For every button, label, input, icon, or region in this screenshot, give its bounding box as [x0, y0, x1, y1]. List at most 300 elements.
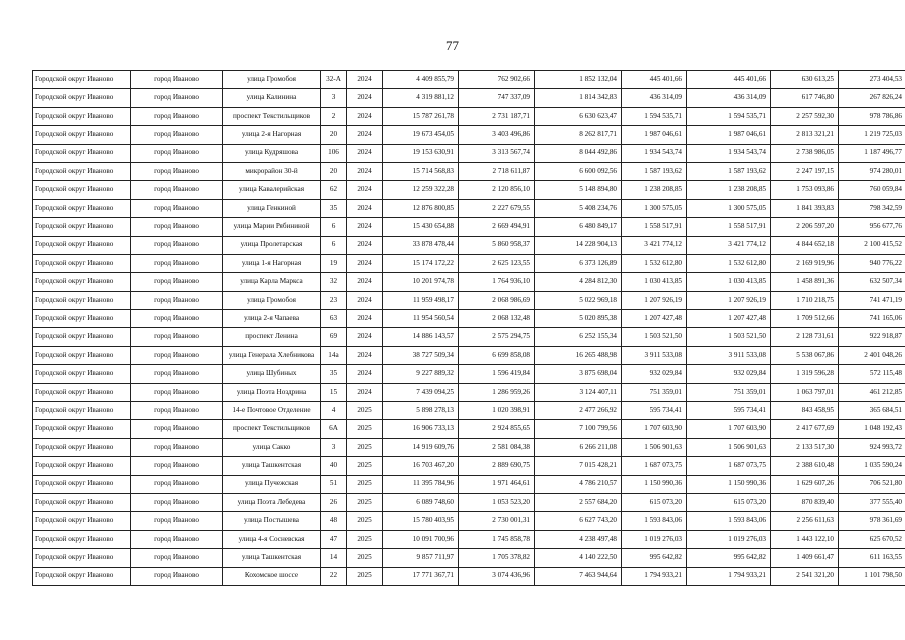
year-cell: 2024	[347, 236, 383, 254]
street-cell: улица Громобоя	[223, 291, 321, 309]
table-row	[33, 457, 905, 475]
city-cell: город Иваново	[131, 181, 223, 199]
amount-cell-5: 2 541 321,20	[771, 567, 839, 585]
amount-cell-2: 5 022 969,18	[535, 291, 622, 309]
table-row	[33, 273, 905, 291]
amount-cell-1: 2 120 856,10	[459, 181, 535, 199]
amount-cell-4: 1 300 575,05	[687, 199, 771, 217]
district-cell: Городской округ Иваново	[33, 71, 131, 89]
amount-cell-5: 870 839,40	[771, 493, 839, 511]
total-cost-cell: 12 259 322,28	[383, 181, 459, 199]
total-cost-cell: 15 430 654,88	[383, 218, 459, 236]
house-number-cell: 48	[321, 512, 347, 530]
amount-cell-5: 5 538 067,86	[771, 346, 839, 364]
amount-cell-6: 924 993,72	[839, 438, 905, 456]
amount-cell-2: 16 265 488,98	[535, 346, 622, 364]
city-cell: город Иваново	[131, 236, 223, 254]
amount-cell-3: 615 073,20	[622, 493, 687, 511]
amount-cell-2: 6 480 849,17	[535, 218, 622, 236]
amount-cell-4: 1 503 521,50	[687, 328, 771, 346]
amount-cell-6: 1 219 725,03	[839, 126, 905, 144]
year-cell: 2024	[347, 346, 383, 364]
amount-cell-6: 940 776,22	[839, 254, 905, 272]
amount-cell-4: 1 794 933,21	[687, 567, 771, 585]
amount-cell-1: 2 731 187,71	[459, 107, 535, 125]
city-cell: город Иваново	[131, 493, 223, 511]
district-cell: Городской округ Иваново	[33, 402, 131, 420]
amount-cell-4: 1 594 535,71	[687, 107, 771, 125]
district-cell: Городской округ Иваново	[33, 493, 131, 511]
district-cell: Городской округ Иваново	[33, 199, 131, 217]
house-number-cell: 26	[321, 493, 347, 511]
district-cell: Городской округ Иваново	[33, 438, 131, 456]
amount-cell-4: 615 073,20	[687, 493, 771, 511]
amount-cell-3: 1 794 933,21	[622, 567, 687, 585]
total-cost-cell: 4 409 855,79	[383, 71, 459, 89]
street-cell: улица Поэта Лебедева	[223, 493, 321, 511]
amount-cell-6: 1 035 590,24	[839, 457, 905, 475]
amount-cell-4: 1 238 208,85	[687, 181, 771, 199]
amount-cell-4: 3 421 774,12	[687, 236, 771, 254]
amount-cell-3: 1 587 193,62	[622, 162, 687, 180]
page-number: 77	[446, 38, 459, 53]
total-cost-cell: 12 876 800,85	[383, 199, 459, 217]
amount-cell-4: 1 593 843,06	[687, 512, 771, 530]
total-cost-cell: 19 153 630,91	[383, 144, 459, 162]
total-cost-cell: 11 959 498,17	[383, 291, 459, 309]
amount-cell-6: 267 826,24	[839, 89, 905, 107]
amount-cell-3: 1 934 543,74	[622, 144, 687, 162]
table-row	[33, 71, 905, 89]
table-row	[33, 530, 905, 548]
city-cell: город Иваново	[131, 512, 223, 530]
city-cell: город Иваново	[131, 273, 223, 291]
total-cost-cell: 16 906 733,13	[383, 420, 459, 438]
table-row	[33, 383, 905, 401]
city-cell: город Иваново	[131, 107, 223, 125]
amount-cell-4: 3 911 533,08	[687, 346, 771, 364]
amount-cell-2: 7 100 799,56	[535, 420, 622, 438]
table-row	[33, 254, 905, 272]
amount-cell-2: 1 814 342,83	[535, 89, 622, 107]
street-cell: улица Пролетарская	[223, 236, 321, 254]
amount-cell-1: 2 889 690,75	[459, 457, 535, 475]
year-cell: 2024	[347, 383, 383, 401]
amount-cell-5: 1 458 891,36	[771, 273, 839, 291]
amount-cell-3: 595 734,41	[622, 402, 687, 420]
amount-cell-4: 1 558 517,91	[687, 218, 771, 236]
repair-schedule-table	[32, 70, 905, 586]
amount-cell-2: 7 015 428,21	[535, 457, 622, 475]
street-cell: улица Шубиных	[223, 365, 321, 383]
amount-cell-1: 1 971 464,61	[459, 475, 535, 493]
amount-cell-3: 1 207 926,19	[622, 291, 687, 309]
total-cost-cell: 9 227 889,32	[383, 365, 459, 383]
amount-cell-3: 1 300 575,05	[622, 199, 687, 217]
district-cell: Городской округ Иваново	[33, 420, 131, 438]
amount-cell-2: 4 284 812,30	[535, 273, 622, 291]
year-cell: 2024	[347, 291, 383, 309]
street-cell: улица Карла Маркса	[223, 273, 321, 291]
district-cell: Городской округ Иваново	[33, 273, 131, 291]
amount-cell-1: 2 669 494,91	[459, 218, 535, 236]
amount-cell-5: 1 629 607,26	[771, 475, 839, 493]
street-cell: улица 1-я Нагорная	[223, 254, 321, 272]
year-cell: 2024	[347, 365, 383, 383]
amount-cell-5: 1 709 512,66	[771, 310, 839, 328]
amount-cell-2: 14 228 904,13	[535, 236, 622, 254]
year-cell: 2024	[347, 254, 383, 272]
table-row	[33, 218, 905, 236]
district-cell: Городской округ Иваново	[33, 346, 131, 364]
year-cell: 2024	[347, 144, 383, 162]
district-cell: Городской округ Иваново	[33, 144, 131, 162]
street-cell: улица Калинина	[223, 89, 321, 107]
house-number-cell: 106	[321, 144, 347, 162]
amount-cell-4: 1 207 926,19	[687, 291, 771, 309]
street-cell: улица 2-я Нагорная	[223, 126, 321, 144]
table-row	[33, 328, 905, 346]
year-cell: 2024	[347, 310, 383, 328]
amount-cell-1: 6 699 858,08	[459, 346, 535, 364]
amount-cell-2: 1 852 132,04	[535, 71, 622, 89]
total-cost-cell: 11 954 560,54	[383, 310, 459, 328]
amount-cell-6: 978 786,86	[839, 107, 905, 125]
amount-cell-1: 1 705 378,82	[459, 549, 535, 567]
amount-cell-3: 436 314,09	[622, 89, 687, 107]
table-row	[33, 475, 905, 493]
amount-cell-2: 5 020 895,38	[535, 310, 622, 328]
table-row	[33, 144, 905, 162]
city-cell: город Иваново	[131, 199, 223, 217]
total-cost-cell: 33 878 478,44	[383, 236, 459, 254]
amount-cell-4: 1 987 046,61	[687, 126, 771, 144]
house-number-cell: 20	[321, 162, 347, 180]
amount-cell-5: 617 746,80	[771, 89, 839, 107]
amount-cell-5: 1 841 393,83	[771, 199, 839, 217]
amount-cell-3: 751 359,01	[622, 383, 687, 401]
amount-cell-2: 8 262 817,71	[535, 126, 622, 144]
district-cell: Городской округ Иваново	[33, 126, 131, 144]
amount-cell-6: 572 115,48	[839, 365, 905, 383]
amount-cell-6: 1 048 192,43	[839, 420, 905, 438]
year-cell: 2024	[347, 218, 383, 236]
year-cell: 2024	[347, 71, 383, 89]
amount-cell-2: 4 238 497,48	[535, 530, 622, 548]
amount-cell-3: 1 558 517,91	[622, 218, 687, 236]
amount-cell-6: 974 280,01	[839, 162, 905, 180]
table-row	[33, 310, 905, 328]
amount-cell-2: 7 463 944,64	[535, 567, 622, 585]
total-cost-cell: 16 703 467,20	[383, 457, 459, 475]
amount-cell-3: 932 029,84	[622, 365, 687, 383]
amount-cell-2: 6 252 155,34	[535, 328, 622, 346]
amount-cell-1: 2 068 132,48	[459, 310, 535, 328]
district-cell: Городской округ Иваново	[33, 475, 131, 493]
city-cell: город Иваново	[131, 291, 223, 309]
street-cell: улица Кавалерийская	[223, 181, 321, 199]
amount-cell-5: 1 443 122,10	[771, 530, 839, 548]
district-cell: Городской округ Иваново	[33, 567, 131, 585]
amount-cell-4: 1 532 612,80	[687, 254, 771, 272]
amount-cell-2: 5 148 894,80	[535, 181, 622, 199]
house-number-cell: 6	[321, 218, 347, 236]
house-number-cell: 6	[321, 236, 347, 254]
amount-cell-3: 1 594 535,71	[622, 107, 687, 125]
house-number-cell: 20	[321, 126, 347, 144]
total-cost-cell: 38 727 509,34	[383, 346, 459, 364]
year-cell: 2024	[347, 107, 383, 125]
amount-cell-2: 4 140 222,50	[535, 549, 622, 567]
amount-cell-4: 1 019 276,03	[687, 530, 771, 548]
total-cost-cell: 10 091 700,96	[383, 530, 459, 548]
amount-cell-3: 1 019 276,03	[622, 530, 687, 548]
street-cell: проспект Текстильщиков	[223, 420, 321, 438]
amount-cell-3: 1 593 843,06	[622, 512, 687, 530]
amount-cell-1: 2 718 611,87	[459, 162, 535, 180]
total-cost-cell: 6 089 748,60	[383, 493, 459, 511]
district-cell: Городской округ Иваново	[33, 107, 131, 125]
amount-cell-3: 995 642,82	[622, 549, 687, 567]
year-cell: 2025	[347, 402, 383, 420]
year-cell: 2025	[347, 420, 383, 438]
amount-cell-2: 6 600 092,56	[535, 162, 622, 180]
street-cell: улица Постышева	[223, 512, 321, 530]
street-cell: улица Сакко	[223, 438, 321, 456]
district-cell: Городской округ Иваново	[33, 530, 131, 548]
amount-cell-5: 4 844 652,18	[771, 236, 839, 254]
table-row	[33, 181, 905, 199]
street-cell: улица Ташкентская	[223, 549, 321, 567]
district-cell: Городской округ Иваново	[33, 181, 131, 199]
amount-cell-5: 2 169 919,96	[771, 254, 839, 272]
street-cell: проспект Текстильщиков	[223, 107, 321, 125]
amount-cell-3: 1 687 073,75	[622, 457, 687, 475]
amount-cell-1: 747 337,09	[459, 89, 535, 107]
amount-cell-6: 365 684,51	[839, 402, 905, 420]
amount-cell-2: 8 044 492,86	[535, 144, 622, 162]
city-cell: город Иваново	[131, 365, 223, 383]
house-number-cell: 35	[321, 199, 347, 217]
amount-cell-3: 1 532 612,80	[622, 254, 687, 272]
amount-cell-3: 3 421 774,12	[622, 236, 687, 254]
amount-cell-4: 1 506 901,63	[687, 438, 771, 456]
table-row	[33, 107, 905, 125]
district-cell: Городской округ Иваново	[33, 236, 131, 254]
total-cost-cell: 10 201 974,78	[383, 273, 459, 291]
house-number-cell: 32-А	[321, 71, 347, 89]
district-cell: Городской округ Иваново	[33, 291, 131, 309]
amount-cell-6: 741 471,19	[839, 291, 905, 309]
amount-cell-4: 1 150 990,36	[687, 475, 771, 493]
house-number-cell: 4	[321, 402, 347, 420]
house-number-cell: 47	[321, 530, 347, 548]
amount-cell-3: 1 238 208,85	[622, 181, 687, 199]
street-cell: 14-е Почтовое Отделение	[223, 402, 321, 420]
amount-cell-5: 2 133 517,30	[771, 438, 839, 456]
district-cell: Городской округ Иваново	[33, 89, 131, 107]
amount-cell-4: 436 314,09	[687, 89, 771, 107]
street-cell: улица 4-я Сосневская	[223, 530, 321, 548]
amount-cell-6: 611 163,55	[839, 549, 905, 567]
total-cost-cell: 19 673 454,05	[383, 126, 459, 144]
table-row	[33, 346, 905, 364]
year-cell: 2024	[347, 89, 383, 107]
total-cost-cell: 7 439 094,25	[383, 383, 459, 401]
amount-cell-4: 932 029,84	[687, 365, 771, 383]
amount-cell-5: 1 753 093,86	[771, 181, 839, 199]
street-cell: улица Пучежская	[223, 475, 321, 493]
amount-cell-6: 922 918,87	[839, 328, 905, 346]
amount-cell-1: 1 764 936,10	[459, 273, 535, 291]
city-cell: город Иваново	[131, 346, 223, 364]
district-cell: Городской округ Иваново	[33, 218, 131, 236]
amount-cell-6: 2 100 415,52	[839, 236, 905, 254]
amount-cell-3: 445 401,66	[622, 71, 687, 89]
table-row	[33, 512, 905, 530]
table-row	[33, 567, 905, 585]
amount-cell-5: 1 710 218,75	[771, 291, 839, 309]
amount-cell-2: 4 786 210,57	[535, 475, 622, 493]
city-cell: город Иваново	[131, 218, 223, 236]
amount-cell-1: 2 575 294,75	[459, 328, 535, 346]
amount-cell-6: 978 361,69	[839, 512, 905, 530]
amount-cell-6: 798 342,59	[839, 199, 905, 217]
amount-cell-6: 741 165,06	[839, 310, 905, 328]
city-cell: город Иваново	[131, 549, 223, 567]
amount-cell-1: 2 924 855,65	[459, 420, 535, 438]
total-cost-cell: 14 886 143,57	[383, 328, 459, 346]
table-row	[33, 420, 905, 438]
amount-cell-1: 2 625 123,55	[459, 254, 535, 272]
street-cell: улица Ташкентская	[223, 457, 321, 475]
district-cell: Городской округ Иваново	[33, 383, 131, 401]
street-cell: проспект Ленина	[223, 328, 321, 346]
house-number-cell: 3	[321, 89, 347, 107]
house-number-cell: 22	[321, 567, 347, 585]
year-cell: 2025	[347, 457, 383, 475]
total-cost-cell: 17 771 367,71	[383, 567, 459, 585]
table-row	[33, 291, 905, 309]
house-number-cell: 23	[321, 291, 347, 309]
total-cost-cell: 11 395 784,96	[383, 475, 459, 493]
house-number-cell: 3	[321, 438, 347, 456]
amount-cell-1: 5 860 958,37	[459, 236, 535, 254]
amount-cell-5: 2 206 597,20	[771, 218, 839, 236]
amount-cell-6: 1 187 496,77	[839, 144, 905, 162]
amount-cell-6: 273 404,53	[839, 71, 905, 89]
amount-cell-4: 445 401,66	[687, 71, 771, 89]
amount-cell-1: 1 596 419,84	[459, 365, 535, 383]
amount-cell-3: 1 707 603,90	[622, 420, 687, 438]
total-cost-cell: 15 174 172,22	[383, 254, 459, 272]
amount-cell-1: 1 286 959,26	[459, 383, 535, 401]
amount-cell-6: 625 670,52	[839, 530, 905, 548]
amount-cell-3: 1 207 427,48	[622, 310, 687, 328]
amount-cell-5: 2 417 677,69	[771, 420, 839, 438]
amount-cell-4: 995 642,82	[687, 549, 771, 567]
city-cell: город Иваново	[131, 310, 223, 328]
city-cell: город Иваново	[131, 328, 223, 346]
amount-cell-4: 1 687 073,75	[687, 457, 771, 475]
amount-cell-4: 1 030 413,85	[687, 273, 771, 291]
amount-cell-4: 751 359,01	[687, 383, 771, 401]
year-cell: 2025	[347, 493, 383, 511]
house-number-cell: 62	[321, 181, 347, 199]
table-row	[33, 162, 905, 180]
amount-cell-3: 1 506 901,63	[622, 438, 687, 456]
amount-cell-6: 956 677,76	[839, 218, 905, 236]
year-cell: 2024	[347, 126, 383, 144]
table-row	[33, 438, 905, 456]
house-number-cell: 14а	[321, 346, 347, 364]
amount-cell-3: 1 150 990,36	[622, 475, 687, 493]
amount-cell-3: 3 911 533,08	[622, 346, 687, 364]
table-row	[33, 89, 905, 107]
amount-cell-2: 6 630 623,47	[535, 107, 622, 125]
city-cell: город Иваново	[131, 126, 223, 144]
city-cell: город Иваново	[131, 89, 223, 107]
amount-cell-4: 595 734,41	[687, 402, 771, 420]
house-number-cell: 6А	[321, 420, 347, 438]
district-cell: Городской округ Иваново	[33, 328, 131, 346]
amount-cell-5: 2 738 986,05	[771, 144, 839, 162]
house-number-cell: 69	[321, 328, 347, 346]
street-cell: улица Поэта Ноздрина	[223, 383, 321, 401]
city-cell: город Иваново	[131, 254, 223, 272]
amount-cell-4: 1 707 603,90	[687, 420, 771, 438]
year-cell: 2024	[347, 199, 383, 217]
house-number-cell: 2	[321, 107, 347, 125]
amount-cell-2: 6 373 126,89	[535, 254, 622, 272]
amount-cell-6: 760 059,84	[839, 181, 905, 199]
street-cell: улица Кудряшова	[223, 144, 321, 162]
amount-cell-5: 1 319 596,28	[771, 365, 839, 383]
street-cell: улица Марии Рябининой	[223, 218, 321, 236]
city-cell: город Иваново	[131, 438, 223, 456]
city-cell: город Иваново	[131, 475, 223, 493]
table-row	[33, 402, 905, 420]
street-cell: улица Генкиной	[223, 199, 321, 217]
amount-cell-5: 2 247 197,15	[771, 162, 839, 180]
amount-cell-2: 2 477 266,92	[535, 402, 622, 420]
amount-cell-2: 5 408 234,76	[535, 199, 622, 217]
amount-cell-1: 2 581 084,38	[459, 438, 535, 456]
city-cell: город Иваново	[131, 162, 223, 180]
year-cell: 2025	[347, 530, 383, 548]
total-cost-cell: 15 714 568,83	[383, 162, 459, 180]
table-row	[33, 493, 905, 511]
amount-cell-2: 6 266 211,08	[535, 438, 622, 456]
district-cell: Городской округ Иваново	[33, 254, 131, 272]
district-cell: Городской округ Иваново	[33, 512, 131, 530]
total-cost-cell: 14 919 609,76	[383, 438, 459, 456]
amount-cell-6: 377 555,40	[839, 493, 905, 511]
year-cell: 2025	[347, 567, 383, 585]
district-cell: Городской округ Иваново	[33, 365, 131, 383]
amount-cell-5: 2 257 592,30	[771, 107, 839, 125]
city-cell: город Иваново	[131, 144, 223, 162]
amount-cell-2: 3 875 698,04	[535, 365, 622, 383]
amount-cell-1: 3 074 436,96	[459, 567, 535, 585]
year-cell: 2024	[347, 162, 383, 180]
table-row	[33, 365, 905, 383]
amount-cell-1: 1 020 398,91	[459, 402, 535, 420]
city-cell: город Иваново	[131, 567, 223, 585]
amount-cell-5: 630 613,25	[771, 71, 839, 89]
district-cell: Городской округ Иваново	[33, 310, 131, 328]
amount-cell-5: 2 128 731,61	[771, 328, 839, 346]
